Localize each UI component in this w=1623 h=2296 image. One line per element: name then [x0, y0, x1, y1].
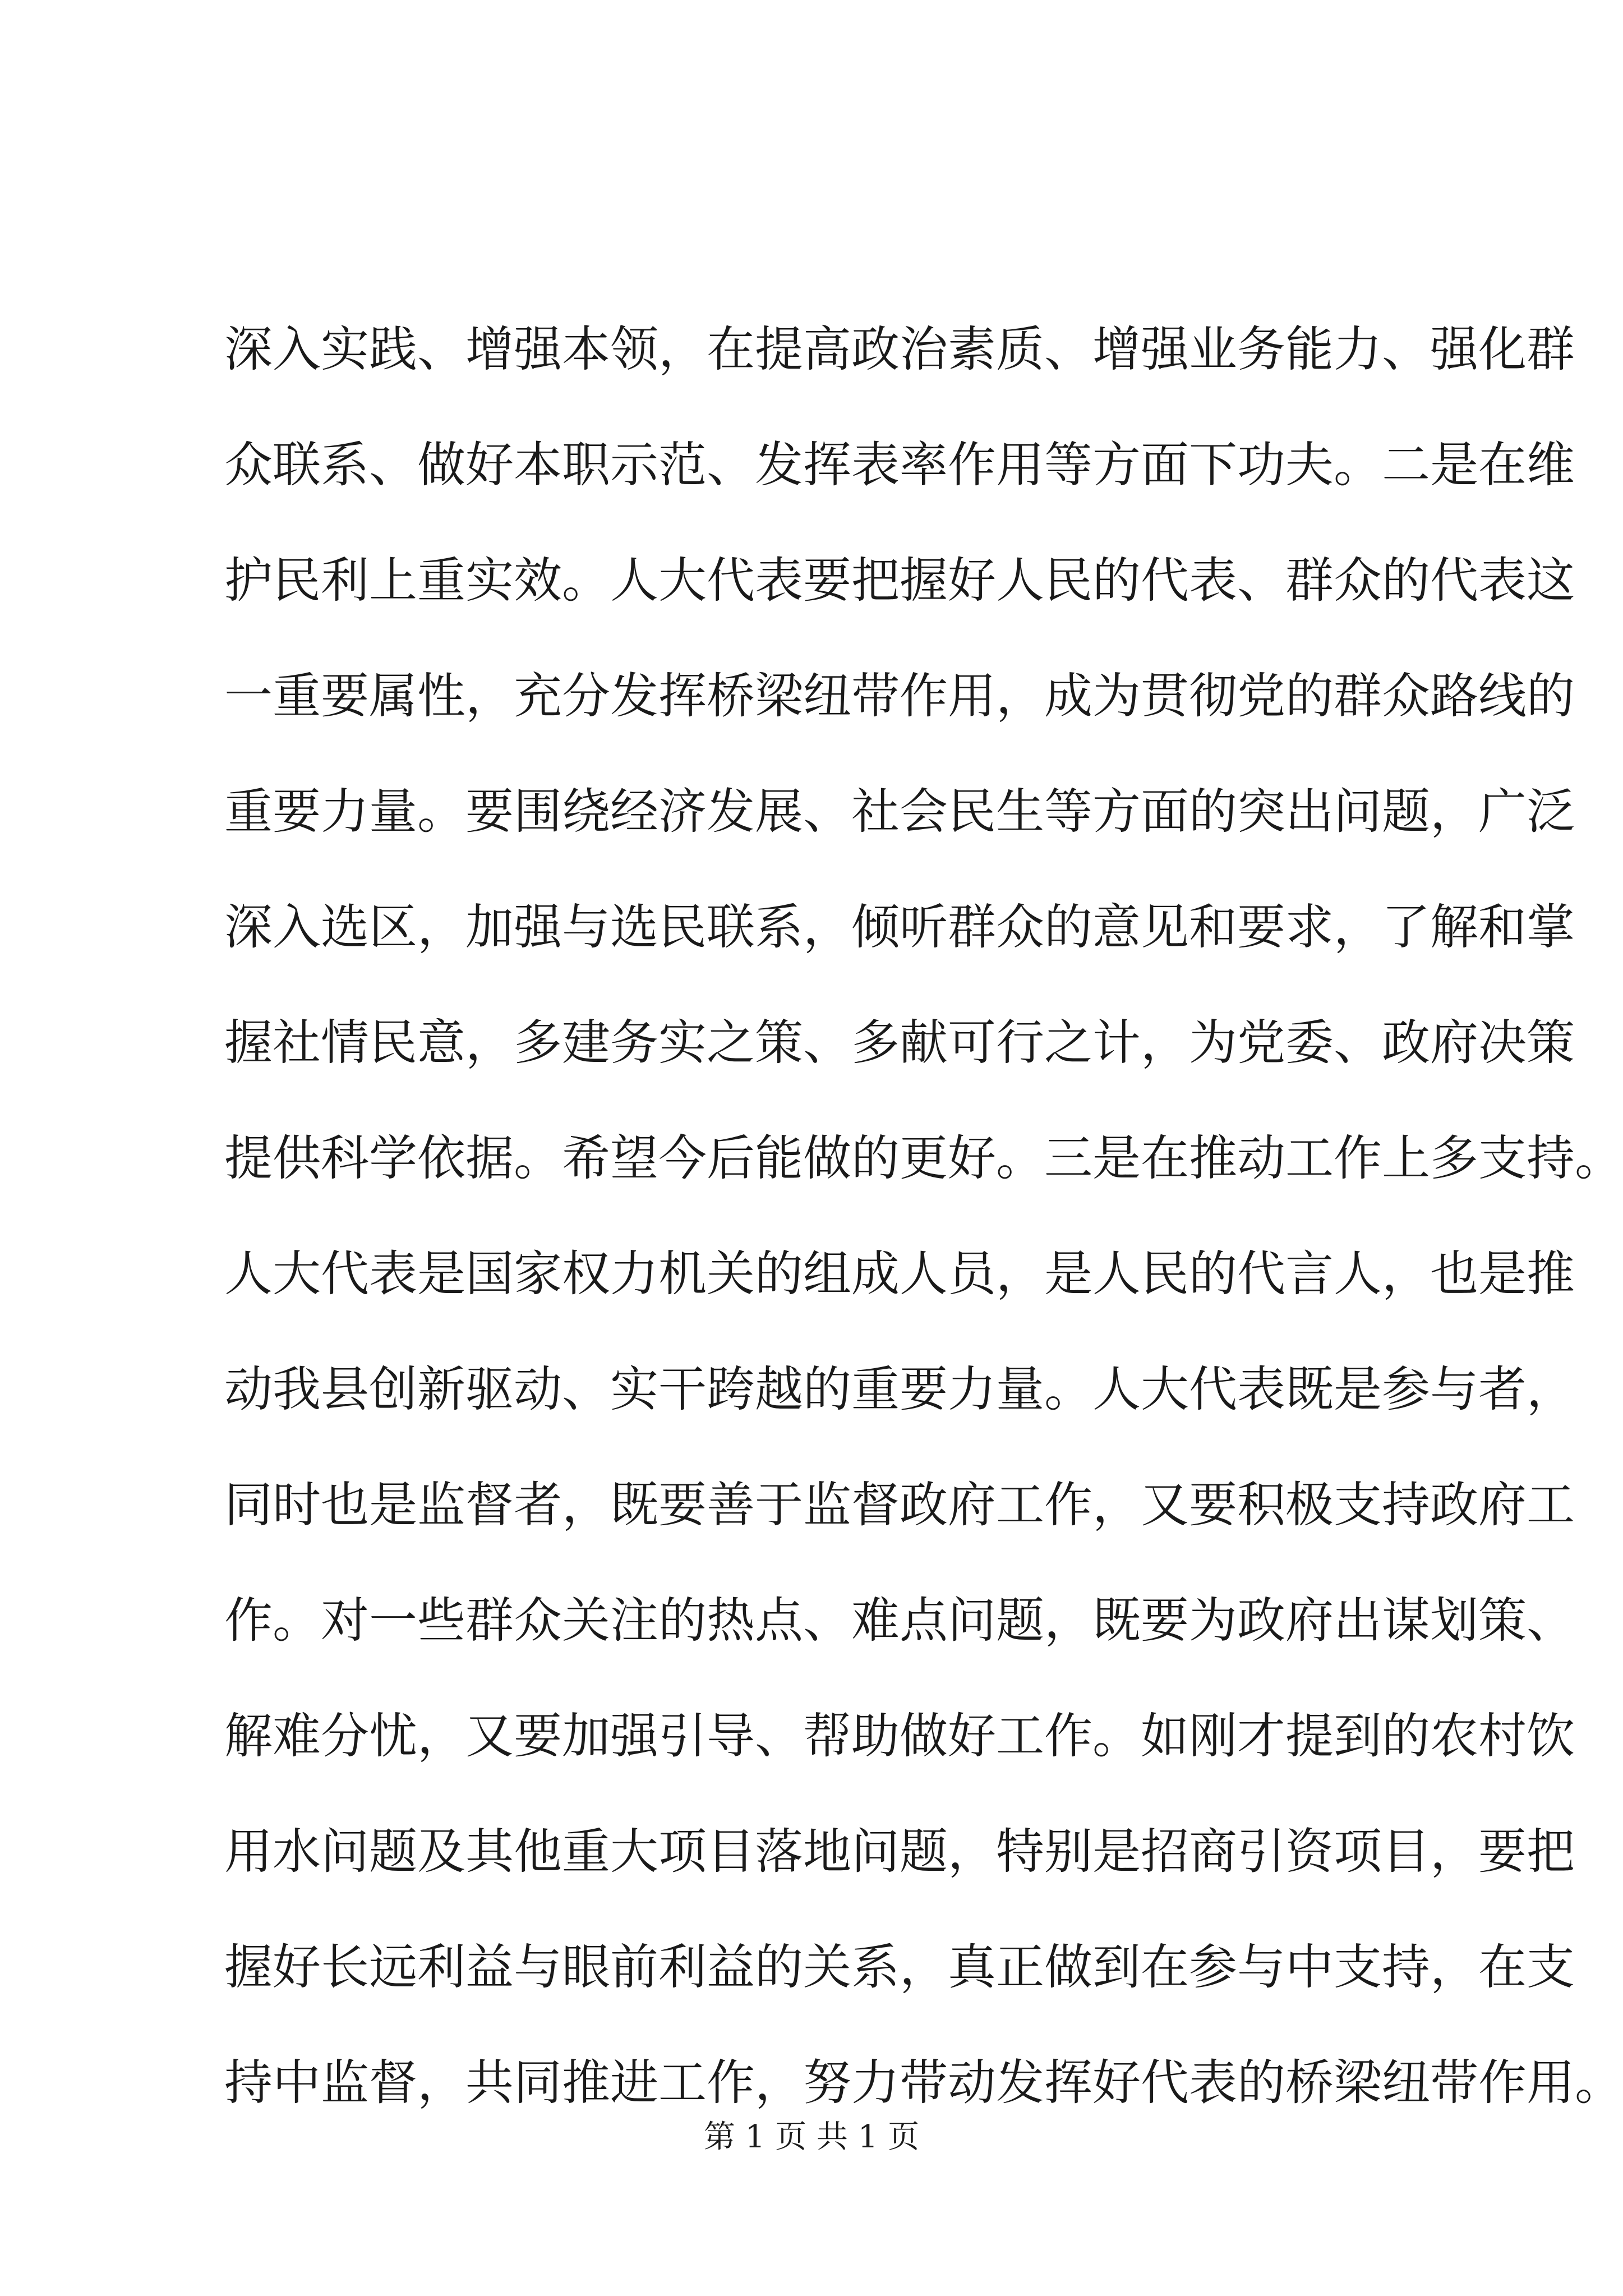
text-line: 解难分忧，又要加强引导、帮助做好工作。如刚才提到的农村饮	[224, 1708, 1575, 1764]
text-line: 提供科学依据。希望今后能做的更好。三是在推动工作上多支持。	[224, 1130, 1623, 1186]
text-line: 用水问题及其他重大项目落地问题，特别是招商引资项目，要把	[224, 1824, 1575, 1880]
text-line: 持中监督，共同推进工作，努力带动发挥好代表的桥梁纽带作用。	[224, 2055, 1623, 2111]
page-number: 第 1 页 共 1 页	[703, 2119, 920, 2155]
text-line: 护民利上重实效。人大代表要把握好人民的代表、群众的代表这	[224, 553, 1575, 609]
text-line: 重要力量。要围绕经济发展、社会民生等方面的突出问题，广泛	[224, 784, 1575, 840]
text-line: 人大代表是国家权力机关的组成人员，是人民的代言人，也是推	[224, 1246, 1575, 1302]
body-paragraph	[224, 292, 1623, 2141]
text-line: 一重要属性，充分发挥桥梁纽带作用，成为贯彻党的群众路线的	[224, 668, 1575, 724]
text-line: 众联系、做好本职示范、发挥表率作用等方面下功夫。二是在维	[224, 437, 1575, 493]
text-line: 握社情民意，多建务实之策、多献可行之计，为党委、政府决策	[224, 1015, 1575, 1071]
text-line: 同时也是监督者，既要善于监督政府工作，又要积极支持政府工	[224, 1477, 1575, 1533]
text-line: 动我县创新驱动、实干跨越的重要力量。人大代表既是参与者，	[224, 1361, 1575, 1418]
text-line: 深入实践、增强本领，在提高政治素质、增强业务能力、强化群	[224, 321, 1575, 378]
text-line: 深入选区，加强与选民联系，倾听群众的意见和要求，了解和掌	[224, 899, 1575, 955]
text-line: 作。对一些群众关注的热点、难点问题，既要为政府出谋划策、	[224, 1593, 1575, 1649]
page-footer	[0, 2115, 1623, 2160]
text-line: 握好长远利益与眼前利益的关系，真正做到在参与中支持，在支	[224, 1939, 1575, 1995]
